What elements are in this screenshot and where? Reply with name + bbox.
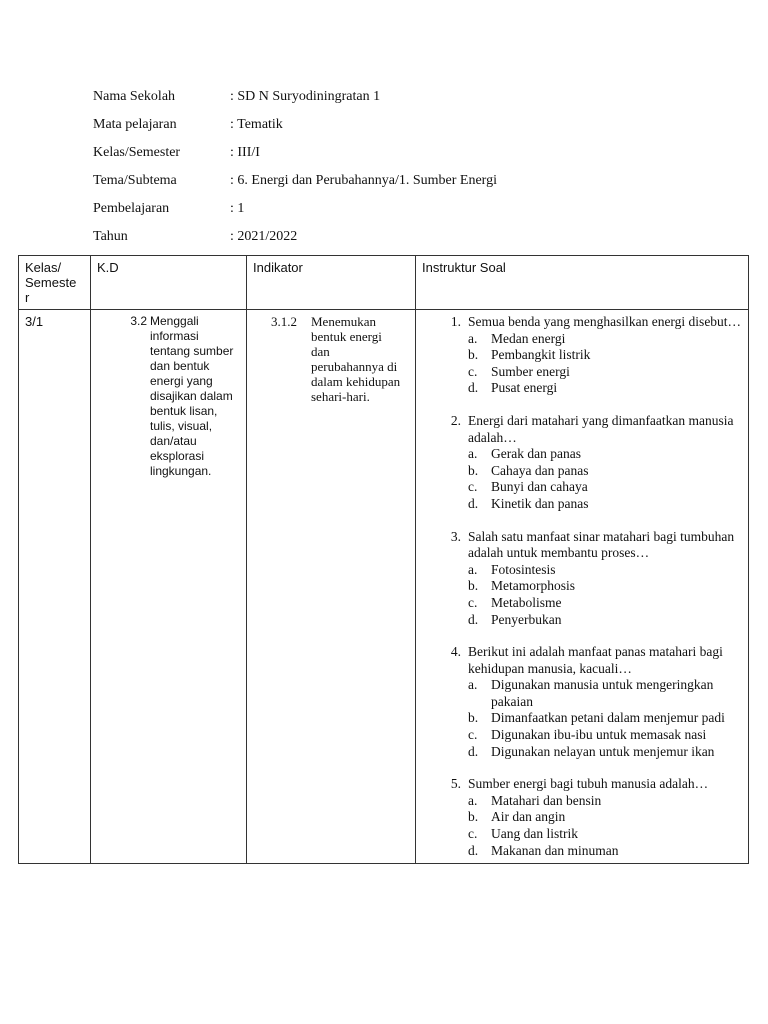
option-letter: b.: [468, 710, 479, 726]
option-item: [468, 710, 742, 727]
info-value: : 6. Energi dan Perubahannya/1. Sumber Energi: [230, 173, 497, 188]
option-letter: d.: [468, 495, 479, 511]
header-kd: K.D: [91, 256, 247, 310]
question-number: 2.: [450, 412, 461, 428]
option-text: Pembangkit listrik: [491, 347, 591, 363]
info-row: [93, 198, 497, 226]
school-info: [93, 86, 497, 254]
info-label: Tema/Subtema: [93, 173, 177, 188]
option-text: Sumber energi: [491, 363, 570, 379]
option-letter: a.: [468, 792, 478, 808]
option-item: [468, 809, 742, 826]
option-text: Digunakan ibu-ibu untuk memasak nasi: [491, 727, 707, 743]
info-value: : 2021/2022: [230, 229, 298, 244]
option-letter: c.: [468, 363, 478, 379]
question-number: 4.: [450, 644, 461, 660]
option-item: [468, 364, 742, 381]
option-text: Kinetik dan panas: [491, 495, 589, 511]
info-label: Mata pelajaran: [93, 117, 177, 132]
question-item: [422, 413, 742, 513]
option-item: [468, 446, 742, 463]
option-letter: c.: [468, 479, 478, 495]
option-item: [468, 843, 742, 860]
info-value: : SD N Suryodiningratan 1: [230, 89, 381, 104]
question-text: Berikut ini adalah manfaat panas matahari bagi kehidupan manusia, kacuali…: [468, 644, 723, 676]
option-letter: b.: [468, 462, 479, 478]
info-row: [93, 142, 497, 170]
option-letter: d.: [468, 743, 479, 759]
option-item: [468, 479, 742, 496]
question-text: Salah satu manfaat sinar matahari bagi tumbuhan adalah untuk membantu proses…: [468, 528, 735, 561]
info-row: [93, 86, 497, 114]
option-item: [468, 463, 742, 480]
info-label: Nama Sekolah: [93, 89, 176, 104]
option-item: [468, 380, 742, 397]
question-item: [422, 529, 742, 629]
info-label: Kelas/Semester: [93, 145, 181, 160]
option-text: Air dan angin: [491, 809, 566, 825]
question-number: 1.: [450, 314, 461, 329]
kd-number: 3.2: [130, 314, 147, 328]
option-text: Digunakan nelayan untuk menjemur ikan: [491, 743, 715, 759]
option-text: Cahaya dan panas: [491, 462, 589, 478]
question-item: [422, 314, 742, 397]
option-text: Makanan dan minuman: [491, 842, 619, 858]
header-soal: Instruktur Soal: [416, 256, 749, 310]
option-text: Medan energi: [491, 330, 566, 346]
option-item: [468, 727, 742, 744]
option-text: Digunakan manusia untuk mengeringkan pakaian: [491, 677, 714, 709]
option-text: Penyerbukan: [491, 611, 562, 627]
option-item: [468, 562, 742, 579]
option-letter: d.: [468, 611, 479, 627]
option-text: Bunyi dan cahaya: [491, 479, 588, 495]
question-number: 5.: [450, 776, 461, 792]
question-text: Energi dari matahari yang dimanfaatkan manusia adalah…: [468, 412, 734, 445]
header-indikator: Indikator: [247, 256, 416, 310]
option-text: Uang dan listrik: [491, 826, 578, 842]
kd-text: Menggali informasi tentang sumber dan bentuk energi yang disajikan dalam bentuk lisan, tulis, visual, dan/atau eksplorasi lingkungan.: [150, 314, 234, 478]
option-letter: c.: [468, 826, 478, 842]
header-kelas: Kelas/ Semeste r: [19, 256, 91, 310]
option-text: Pusat energi: [491, 380, 558, 396]
table-row: [19, 310, 749, 864]
question-item: [422, 644, 742, 760]
option-text: Dimanfaatkan petani dalam menjemur padi: [491, 710, 725, 726]
option-text: Metabolisme: [491, 594, 562, 610]
option-item: [468, 677, 742, 710]
option-item: [468, 578, 742, 595]
option-letter: d.: [468, 842, 479, 858]
option-text: Fotosintesis: [491, 561, 556, 577]
option-letter: a.: [468, 330, 478, 346]
info-value: : 1: [230, 201, 245, 216]
question-text: Semua benda yang menghasilkan energi disebut…: [468, 314, 742, 329]
info-value: : III/I: [230, 145, 260, 160]
option-text: Matahari dan bensin: [491, 792, 602, 808]
option-item: [468, 347, 742, 364]
option-letter: b.: [468, 809, 479, 825]
option-item: [468, 826, 742, 843]
indikator-number: 3.1.2: [271, 314, 297, 329]
info-value: : Tematik: [230, 117, 283, 132]
option-letter: a.: [468, 677, 478, 693]
option-item: [468, 595, 742, 612]
option-item: [468, 744, 742, 761]
info-row: [93, 114, 497, 142]
option-letter: b.: [468, 347, 479, 363]
kd-cell: [91, 310, 247, 864]
kelas-cell: 3/1: [19, 310, 91, 864]
indikator-text: Menemukan bentuk energi dan perubahannya di dalam kehidupan sehari-hari.: [311, 314, 401, 404]
info-row: [93, 170, 497, 198]
option-letter: d.: [468, 380, 479, 396]
option-letter: c.: [468, 727, 478, 743]
soal-cell: [416, 310, 749, 864]
question-number: 3.: [450, 528, 461, 544]
info-row: [93, 226, 497, 254]
option-letter: a.: [468, 446, 478, 462]
option-letter: a.: [468, 561, 478, 577]
info-label: Pembelajaran: [93, 201, 170, 216]
indikator-cell: [247, 310, 416, 864]
question-item: [422, 776, 742, 859]
option-item: [468, 496, 742, 513]
option-item: [468, 793, 742, 810]
question-grid-table: [18, 255, 749, 864]
option-item: [468, 612, 742, 629]
table-header-row: [19, 256, 749, 310]
option-text: Gerak dan panas: [491, 446, 581, 462]
option-letter: b.: [468, 578, 479, 594]
question-text: Sumber energi bagi tubuh manusia adalah…: [468, 776, 709, 792]
option-text: Metamorphosis: [491, 578, 575, 594]
info-label: Tahun: [93, 229, 128, 244]
option-letter: c.: [468, 594, 478, 610]
option-item: [468, 331, 742, 348]
